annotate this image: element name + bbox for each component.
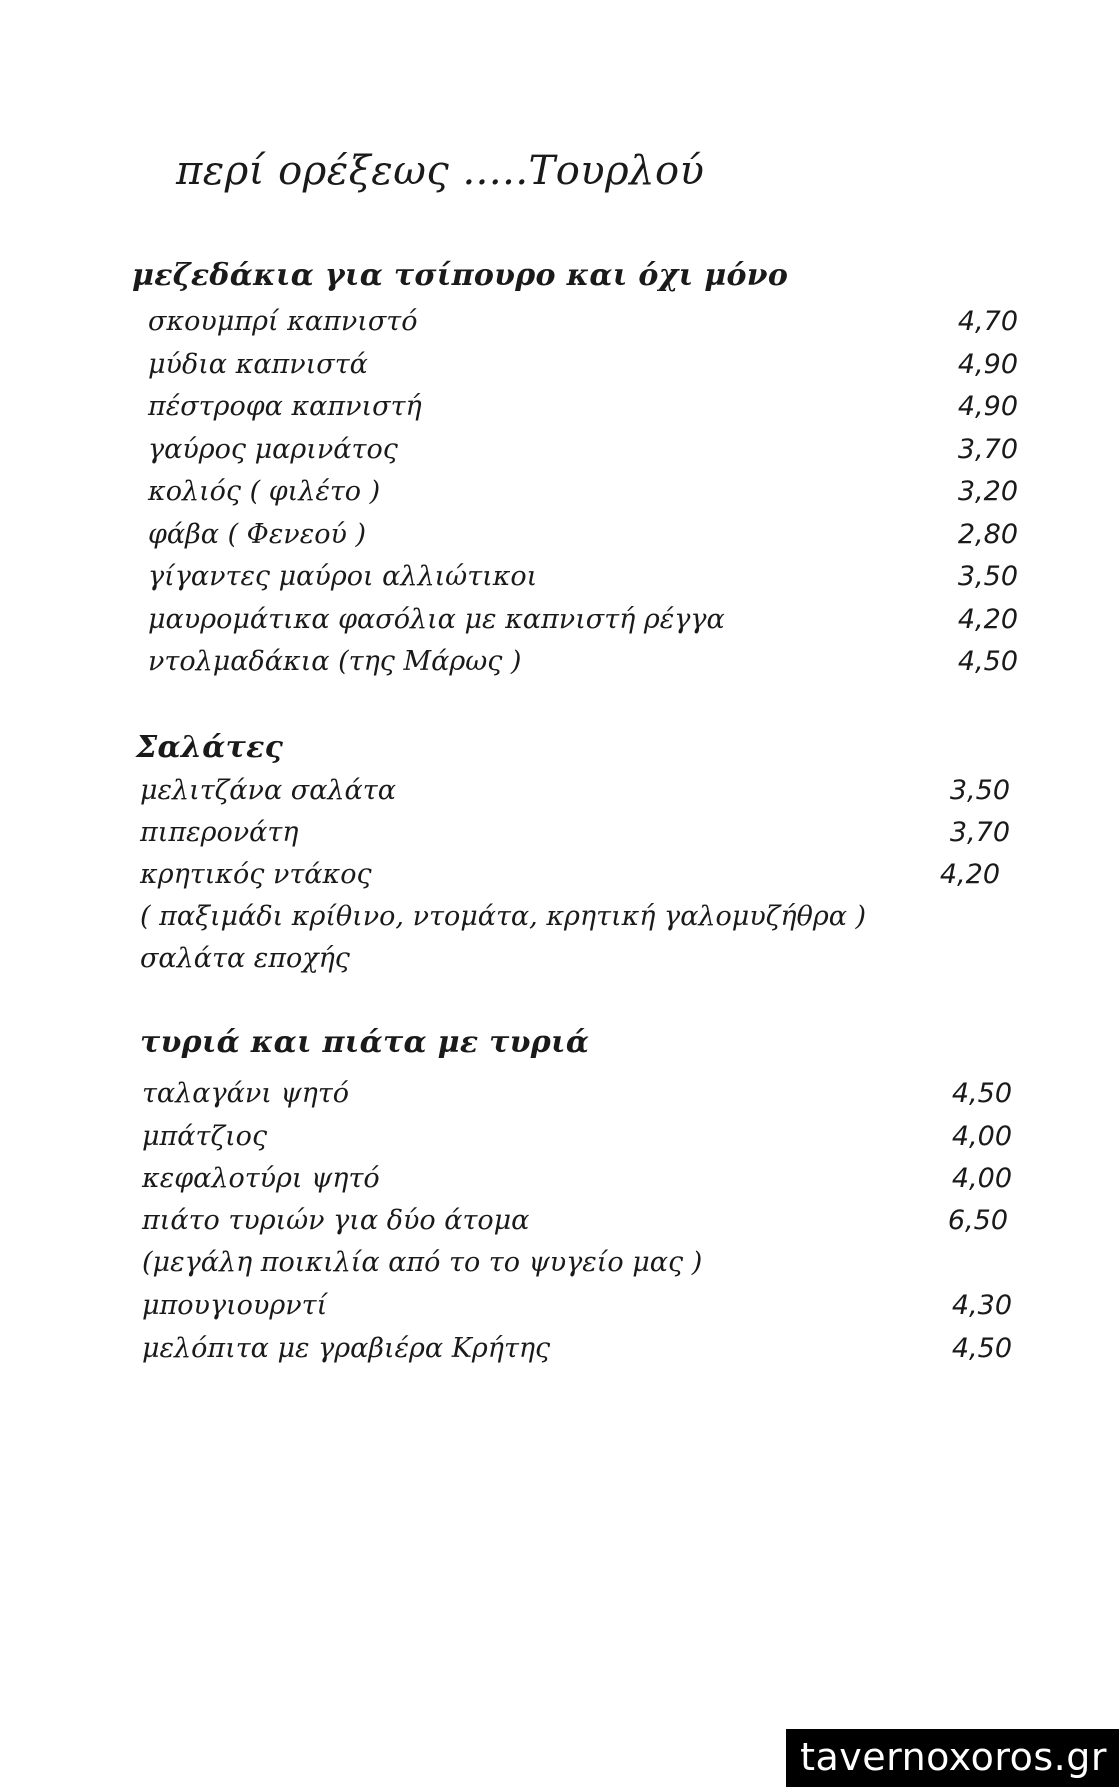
menu-item: [140, 775, 1010, 815]
section-heading-salads: Σαλάτες: [136, 730, 284, 765]
menu-item-name: μπουγιουρντί: [142, 1290, 328, 1321]
menu-item-note: ( παξιμάδι κρίθινο, ντομάτα, κρητική γαλομυζήθρα ): [140, 901, 867, 932]
menu-item: [142, 1333, 1012, 1373]
watermark: tavernoxoros.gr: [786, 1729, 1119, 1787]
menu-item: [148, 646, 1018, 686]
menu-item-name: γίγαντες μαύροι αλλιώτικοι: [148, 561, 538, 592]
menu-item: [140, 817, 1010, 857]
menu-item-price: 3,70: [949, 817, 1010, 848]
page-title: περί ορέξεως .....Τουρλού: [176, 148, 705, 194]
menu-item-price: 4,30: [951, 1290, 1012, 1321]
menu-item: [148, 391, 1018, 431]
menu-item-name: κολιός ( φιλέτο ): [148, 476, 381, 507]
menu-item-price: 4,90: [957, 349, 1018, 380]
menu-item-name: φάβα ( Φενεού ): [148, 519, 366, 550]
menu-item: [148, 434, 1018, 474]
menu-item-name: μελιτζάνα σαλάτα: [140, 775, 396, 806]
menu-item: [142, 1290, 1012, 1330]
menu-item-name: ντολμαδάκια (της Μάρως ): [148, 646, 522, 677]
menu-item-price: 3,20: [957, 476, 1018, 507]
menu-item-name: πιπερονάτη: [140, 817, 299, 848]
menu-item: [142, 1078, 1012, 1118]
section-heading-cheeses: τυριά και πιάτα με τυριά: [140, 1025, 590, 1060]
menu-item-name: κρητικός ντάκος: [140, 859, 372, 890]
menu-item-name: κεφαλοτύρι ψητό: [142, 1163, 380, 1194]
menu-item-price: 4,70: [957, 306, 1018, 337]
menu-item-price: 4,00: [951, 1163, 1012, 1194]
menu-item-name: μύδια καπνιστά: [148, 349, 368, 380]
menu-item-price: 4,50: [951, 1333, 1012, 1364]
menu-item-name: ταλαγάνι ψητό: [142, 1078, 350, 1109]
menu-item-price: 4,50: [957, 646, 1018, 677]
menu-item: [142, 1205, 1012, 1245]
menu-item-note: (μεγάλη ποικιλία από το το ψυγείο μας ): [142, 1247, 703, 1278]
menu-item: [148, 476, 1018, 516]
menu-item-name: πέστροφα καπνιστή: [148, 391, 422, 422]
menu-item: [148, 306, 1018, 346]
menu-item-price: 6,50: [947, 1205, 1008, 1236]
menu-item-name: γαύρος μαρινάτος: [148, 434, 398, 465]
menu-item-name: πιάτο τυριών για δύο άτομα: [142, 1205, 530, 1236]
menu-item: [140, 859, 1010, 899]
menu-item-name: σαλάτα εποχής: [140, 943, 350, 974]
menu-item-name: μπάτζιος: [142, 1121, 268, 1152]
menu-item: [142, 1121, 1012, 1161]
menu-item-name: μαυρομάτικα φασόλια με καπνιστή ρέγγα: [148, 604, 725, 635]
menu-item-price: 4,90: [957, 391, 1018, 422]
menu-item: [142, 1163, 1012, 1203]
section-heading-meze: μεζεδάκια για τσίπουρο και όχι μόνο: [132, 258, 789, 293]
menu-item-price: 3,70: [957, 434, 1018, 465]
menu-item: [148, 349, 1018, 389]
menu-item-price: 3,50: [957, 561, 1018, 592]
menu-item-price: 4,00: [951, 1121, 1012, 1152]
menu-item: [148, 561, 1018, 601]
menu-item-price: 2,80: [957, 519, 1018, 550]
menu-item-price: 4,20: [957, 604, 1018, 635]
menu-item-price: 3,50: [949, 775, 1010, 806]
menu-item: [148, 519, 1018, 559]
menu-item-price: 4,20: [939, 859, 1000, 890]
menu-item: [148, 604, 1018, 644]
menu-item-name: μελόπιτα με γραβιέρα Κρήτης: [142, 1333, 551, 1364]
menu-item-name: σκουμπρί καπνιστό: [148, 306, 418, 337]
menu-item-price: 4,50: [951, 1078, 1012, 1109]
